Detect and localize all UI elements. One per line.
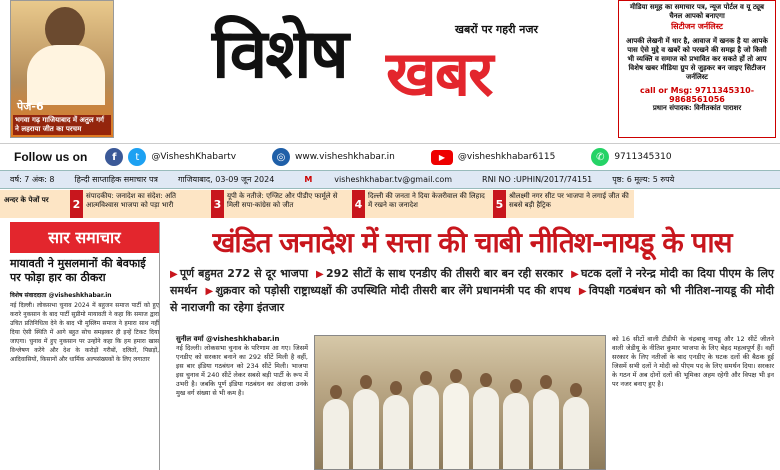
youtube-link[interactable] <box>431 150 555 165</box>
masthead-tagline: खबरों पर गहरी नजर <box>455 23 539 36</box>
photo-person <box>323 399 349 469</box>
sub-headline: शुक्रवार को पड़ोसी राष्ट्राध्यक्षों की उपस्थिति मोदी तीसरी बार लेंगे प्रधानमंत्री पद की शपथ <box>215 284 571 297</box>
twitter-icon: t <box>128 148 146 166</box>
paper-type: हिन्दी साप्ताहिक समाचार पत्र <box>74 175 158 184</box>
email-link[interactable] <box>284 175 472 184</box>
photo-person <box>503 393 529 469</box>
pages-price: पृष्ठ: 6 मूल्य: 5 रुपये <box>612 175 675 184</box>
news-brief-byline: विशेष संवाददाता @visheshkhabar.in <box>10 292 112 299</box>
masthead <box>0 0 780 143</box>
facebook-link[interactable] <box>105 148 236 166</box>
mail-icon: M <box>304 175 313 184</box>
article-byline: सुनील वर्मा @visheshkhabar.in <box>176 335 280 343</box>
photo-person <box>443 383 469 469</box>
main-headline[interactable]: खंडित जनादेश में सत्ता की चाबी नीतिश-नायडू के पास <box>212 226 732 259</box>
website-link[interactable] <box>272 148 395 166</box>
email-address: visheshkhabar.tv@gmail.com <box>334 175 453 184</box>
triangle-bullet-icon: ▶ <box>205 286 214 297</box>
photo-page-label: पेज-6 <box>17 100 44 113</box>
sub-headline: विपक्षी गठबंधन को भी नीतिश-नायडू की मोदी से नाराजगी का रहेगा इंतजार <box>170 284 774 314</box>
news-brief-heading: सार समाचार <box>10 222 159 253</box>
whatsapp-link[interactable] <box>591 148 671 166</box>
ticker-item[interactable] <box>352 190 493 218</box>
issue-info-bar <box>0 170 780 189</box>
youtube-handle: @visheshkhabar6115 <box>457 152 556 162</box>
ad-editor: प्रधान संपादक: विनीतकांत पाराशर <box>652 104 742 112</box>
inside-pages-ticker <box>0 190 780 218</box>
photo-person <box>353 389 379 469</box>
ticker-text: दिल्ली की जनता ने दिया केजरीवाल की लिहाद में रखने का जनादेश <box>365 190 493 218</box>
triangle-bullet-icon: ▶ <box>578 286 587 297</box>
whatsapp-number: 9711345310 <box>614 152 672 162</box>
triangle-bullet-icon: ▶ <box>316 269 324 280</box>
masthead-title-vishesh: विशेष <box>212 14 347 94</box>
ticker-item[interactable] <box>211 190 352 218</box>
ticker-page-number: 2 <box>70 190 83 218</box>
ad-line-2: सिटीजन जर्नलिस्ट <box>671 22 723 31</box>
photo-person-body <box>27 45 105 105</box>
photo-caption: भगवा गढ़ गाजियाबाद में अतुल गर्ग ने लहराया जीत का परचम <box>13 115 111 135</box>
citizen-journalist-ad[interactable] <box>618 0 776 138</box>
whatsapp-icon: ✆ <box>591 148 609 166</box>
rni-number: RNI NO :UPHIN/2017/74151 <box>482 175 593 184</box>
triangle-bullet-icon: ▶ <box>170 269 178 280</box>
facebook-handle: @VisheshKhabartv <box>151 152 237 162</box>
social-bar <box>0 143 780 170</box>
sub-headlines <box>170 266 774 316</box>
facebook-icon: f <box>105 148 123 166</box>
article-left-column <box>176 335 308 398</box>
youtube-icon: ▶ <box>431 150 453 165</box>
ticker-page-number: 3 <box>211 190 224 218</box>
article-left-text: नई दिल्ली। लोकसभा चुनाव के परिणाम आ गए। जिसमें एनडीए को सरकार बनाने का 292 सीटें मिली है वहीं, इस बार इंडिया गठबंधन को 234 सीटें मिली। भाजपा इस चुनाव में 240 सीटें लेकर सबसे बड़ी पार्टी के रूप में उभरी है। जबकि पूर्ण इंडिया गठबंधन का अंदाजा उनके मुख वर्ग संख्या से भी कम है। <box>176 344 308 397</box>
ticker-item[interactable] <box>493 190 634 218</box>
globe-icon: ◎ <box>272 148 290 166</box>
photo-person <box>563 397 589 469</box>
leaders-group-photo[interactable] <box>314 335 606 470</box>
news-brief-column <box>10 222 160 470</box>
ticker-text: यूपी के नतीजे: एग्जिट और पीडीए फार्मूले से मिली सपा-कांग्रेस को जीत <box>224 190 352 218</box>
ticker-label: अन्दर के पेजों पर <box>0 190 70 218</box>
ticker-text: संपादकीय: जनादेश का संदेश: अति आत्मविश्वास भाजपा को पड़ा भारी <box>83 190 211 218</box>
photo-person <box>533 389 559 469</box>
ad-line-3: आपकी लेखनी में धार है, आवाज में खनक है या आपके पास ऐसे मुद्दे व खबरें को परखने की समझ है जो किसी भी व्यक्ति व समाज को प्रभावित कर सकते हों तो आप विशेष खबर मीडिया ग्रुप से जुड़कर बन जाइए सिटीजन जर्नलिस्ट <box>626 37 768 81</box>
dateline: गाजियाबाद, 03-09 जून 2024 <box>177 175 275 184</box>
ticker-text: श्रीलक्ष्मी नगर सीट पर भाजपा ने लगाई जीत की सबसे बड़ी हैट्रिक <box>506 190 634 218</box>
sub-headline: घटक दलों ने नरेन्द्र मोदी का दिया पीएम के लिए समर्थन <box>170 267 774 297</box>
ticker-page-number: 4 <box>352 190 365 218</box>
ticker-item[interactable] <box>70 190 211 218</box>
ticker-page-number: 5 <box>493 190 506 218</box>
ad-line-1: मीडिया समूह का समाचार पत्र, न्यूज पोर्टल व यू ट्यूब चैनल आपको बनाएगा <box>630 3 764 20</box>
sub-headline: 292 सीटों के साथ एनडीए की तीसरी बार बन रही सरकार <box>325 267 563 280</box>
issue-year: वर्ष: 7 अंक: 8 <box>10 175 55 184</box>
triangle-bullet-icon: ▶ <box>571 269 580 280</box>
photo-person <box>383 395 409 469</box>
follow-us-label: Follow us on <box>14 150 88 164</box>
photo-person <box>413 385 439 469</box>
masthead-title-khabar: खबर <box>386 37 492 110</box>
news-brief-body: नई दिल्ली। लोकसभा चुनाव 2024 में बहुजन समाज पार्टी को हुए करारे नुकसान के बाद पार्टी सुप्रीमो मायावती ने कहा कि समाज द्वारा उचित प्रतिनिधित्व देने के बाद भी मुस्लिम समाज ने हमारा साथ नहीं दिया ऐसी स्थिति में आगे बहुत सोच समझकर ही इन्हें टिकट दिया जाएगा। चुनाव में हुए नुकसान पर उन्होंने कहा कि हम हमारा खास विश्लेषण करेंगे और देश के करोड़ों गरीबों, दलितों, पिछड़ों, आदिवासियों, किसानों और धार्मिक अल्पसंख्यकों के लिए लगातार <box>10 302 159 363</box>
website-url: www.visheshkhabar.in <box>295 152 395 162</box>
politician-photo[interactable] <box>10 0 114 138</box>
article-right-text: को 16 सीटों वाली टीडीपी के चंद्रबाबू नायडू और 12 सीटें जीतने वाली जेडीयू के नीतिश कुमार भाजपा के लिए बेहद महत्वपूर्ण हैं। वहीं सरकार के लिए नतीजों के बाद एनडीए के घटक दलों की बैठक हुई जिसमें सभी दलों ने मोदी को पीएम पद के लिए समर्थन दिया। सरकार के गठन में अब दोनों दलों की भूमिका अहम रहेगी और विपक्ष भी इन पर नजर बनाए हुए है। <box>612 335 774 388</box>
sub-headline: पूर्ण बहुमत 272 से दूर भाजपा <box>179 267 308 280</box>
news-brief-title[interactable]: मायावती ने मुसलमानों की बेवफाई पर फोड़ा हार का ठीकरा <box>10 257 146 284</box>
ad-contact: call or Msg: 9711345310- 9868561056 <box>639 86 755 104</box>
photo-person <box>473 387 499 469</box>
